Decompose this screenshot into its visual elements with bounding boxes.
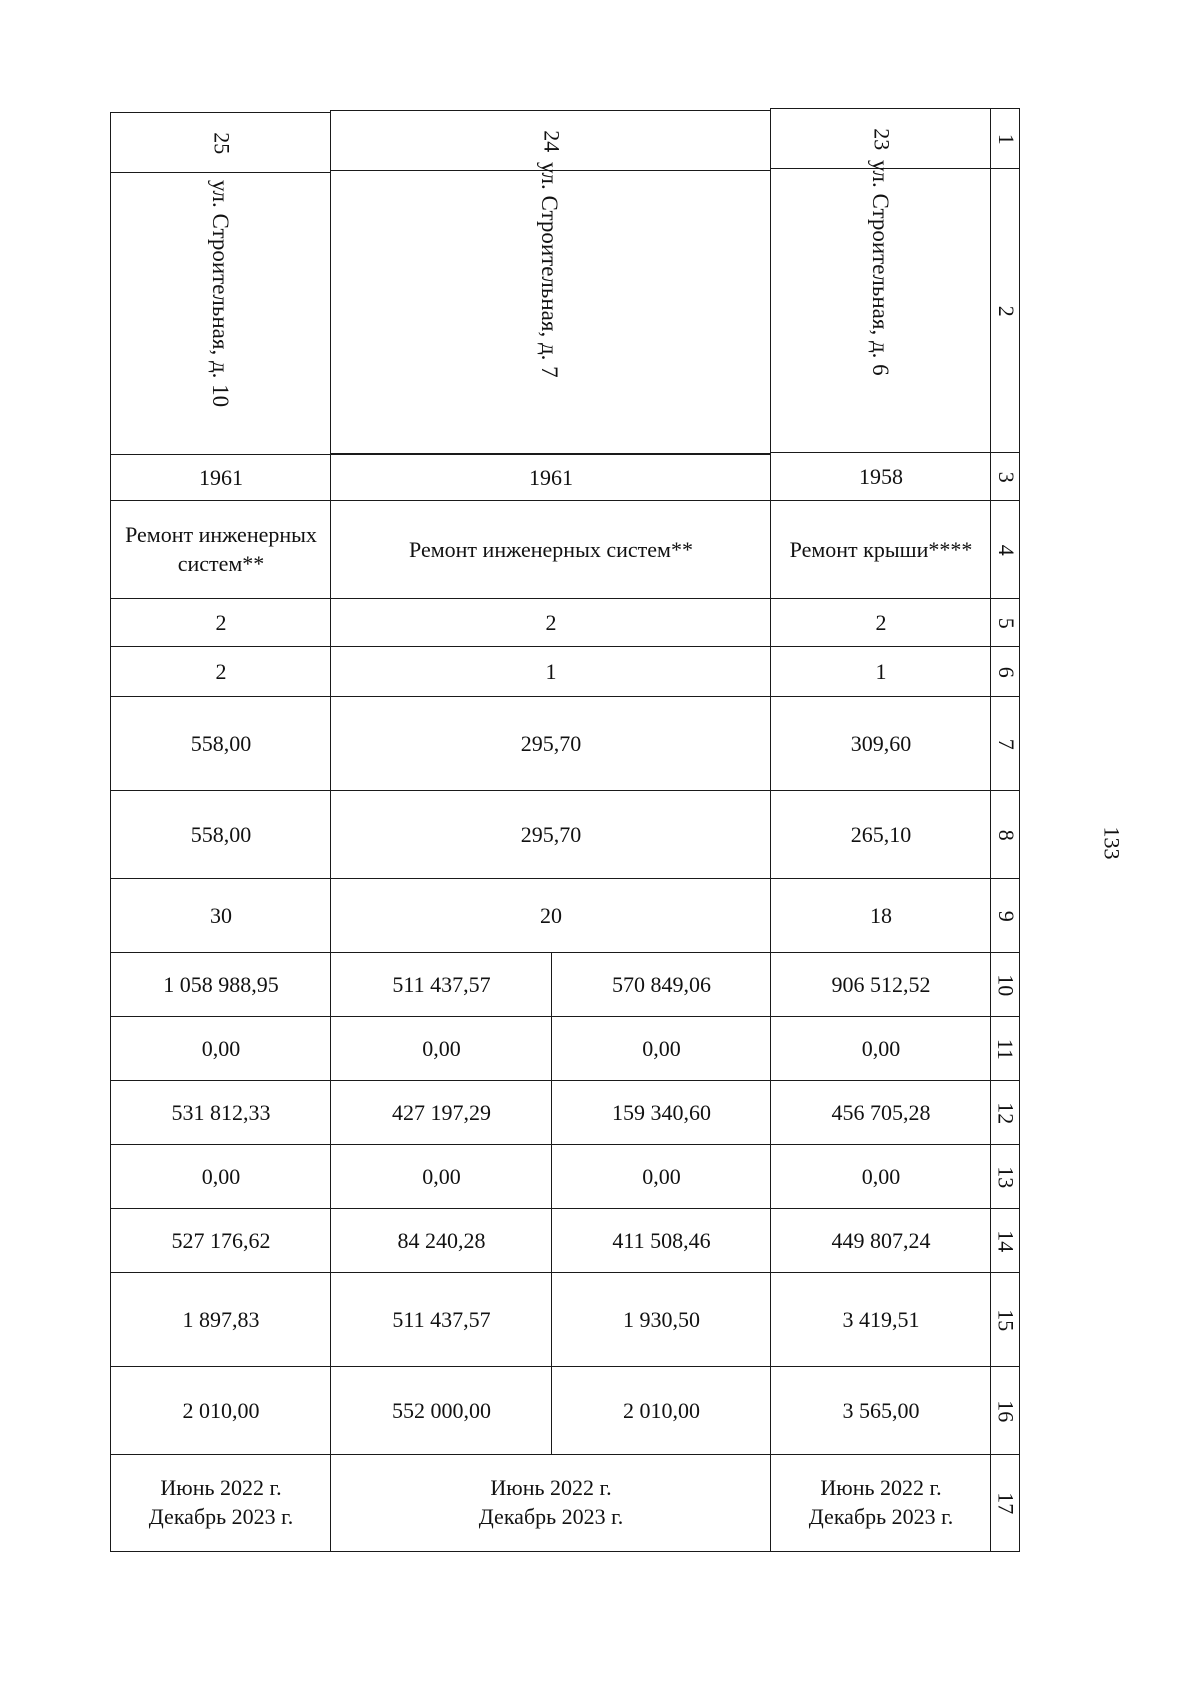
- column-number-7: 7: [990, 696, 1020, 792]
- address-text: ул. Строительная, д. 6: [868, 160, 893, 376]
- cell-col10: 1 058 988,95: [110, 952, 332, 1018]
- cell-col5: 2: [770, 598, 992, 648]
- cell-col11: 0,00: [770, 1016, 992, 1082]
- cell-col11: 0,00: [551, 1016, 772, 1082]
- column-number-5: 5: [990, 598, 1020, 648]
- column-number-16: 16: [990, 1366, 1020, 1456]
- cell-year: 1961: [110, 454, 332, 502]
- cell-col5: 2: [330, 598, 772, 648]
- column-number-8: 8: [990, 790, 1020, 880]
- cell-col17: Июнь 2022 г. Декабрь 2023 г.: [770, 1454, 992, 1552]
- column-number-9: 9: [990, 878, 1020, 954]
- cell-col17: Июнь 2022 г. Декабрь 2023 г.: [330, 1454, 772, 1552]
- cell-col16: 2 010,00: [551, 1366, 772, 1456]
- cell-col12: 427 197,29: [330, 1080, 553, 1146]
- cell-col16: 3 565,00: [770, 1366, 992, 1456]
- cell-col12: 456 705,28: [770, 1080, 992, 1146]
- cell-col12: 531 812,33: [110, 1080, 332, 1146]
- cell-col14: 449 807,24: [770, 1208, 992, 1274]
- cell-col9: 20: [330, 878, 772, 954]
- column-number-4: 4: [990, 500, 1020, 600]
- cell-year: 1958: [770, 452, 992, 502]
- column-number-11: 11: [990, 1016, 1020, 1082]
- cell-col16: 2 010,00: [110, 1366, 332, 1456]
- column-number-17: 17: [990, 1454, 1020, 1552]
- cell-col15: 1 897,83: [110, 1272, 332, 1368]
- cell-col5: 2: [110, 598, 332, 648]
- cell-col6: 1: [770, 646, 992, 698]
- cell-col15: 3 419,51: [770, 1272, 992, 1368]
- cell-col10: 906 512,52: [770, 952, 992, 1018]
- address-text: ул. Строительная, д. 7: [537, 162, 562, 378]
- cell-col13: 0,00: [110, 1144, 332, 1210]
- cell-work-type: Ремонт инженерных систем**: [330, 500, 772, 600]
- cell-year: 1961: [330, 454, 772, 502]
- cell-col8: 265,10: [770, 790, 992, 880]
- cell-col11: 0,00: [330, 1016, 553, 1082]
- column-number-13: 13: [990, 1144, 1020, 1210]
- cell-col17: Июнь 2022 г. Декабрь 2023 г.: [110, 1454, 332, 1552]
- cell-col10: 570 849,06: [551, 952, 772, 1018]
- cell-work-type: Ремонт крыши****: [770, 500, 992, 600]
- cell-col13: 0,00: [551, 1144, 772, 1210]
- cell-work-type: Ремонт инженерных систем**: [110, 500, 332, 600]
- cell-no: 25: [110, 112, 332, 174]
- cell-col7: 558,00: [110, 696, 332, 792]
- cell-col13: 0,00: [770, 1144, 992, 1210]
- cell-no: 23: [770, 108, 992, 170]
- cell-col11: 0,00: [110, 1016, 332, 1082]
- cell-col9: 30: [110, 878, 332, 954]
- cell-col8: 558,00: [110, 790, 332, 880]
- column-number-14: 14: [990, 1208, 1020, 1274]
- column-number-3: 3: [990, 452, 1020, 502]
- column-number-1: 1: [990, 108, 1020, 170]
- cell-col14: 411 508,46: [551, 1208, 772, 1274]
- cell-col6: 2: [110, 646, 332, 698]
- page-number: 133: [1099, 826, 1125, 860]
- cell-col13: 0,00: [330, 1144, 553, 1210]
- cell-col7: 295,70: [330, 696, 772, 792]
- address-text: ул. Строительная, д. 10: [208, 180, 233, 408]
- cell-col8: 295,70: [330, 790, 772, 880]
- cell-col10: 511 437,57: [330, 952, 553, 1018]
- cell-col15: 1 930,50: [551, 1272, 772, 1368]
- cell-col12: 159 340,60: [551, 1080, 772, 1146]
- cell-col14: 84 240,28: [330, 1208, 553, 1274]
- column-number-2: 2: [990, 168, 1020, 454]
- column-number-15: 15: [990, 1272, 1020, 1368]
- column-number-6: 6: [990, 646, 1020, 698]
- cell-col6: 1: [330, 646, 772, 698]
- cell-col9: 18: [770, 878, 992, 954]
- column-number-10: 10: [990, 952, 1020, 1018]
- cell-col16: 552 000,00: [330, 1366, 553, 1456]
- column-number-12: 12: [990, 1080, 1020, 1146]
- cell-col15: 511 437,57: [330, 1272, 553, 1368]
- cell-col7: 309,60: [770, 696, 992, 792]
- cell-no: 24: [330, 110, 772, 172]
- cell-col14: 527 176,62: [110, 1208, 332, 1274]
